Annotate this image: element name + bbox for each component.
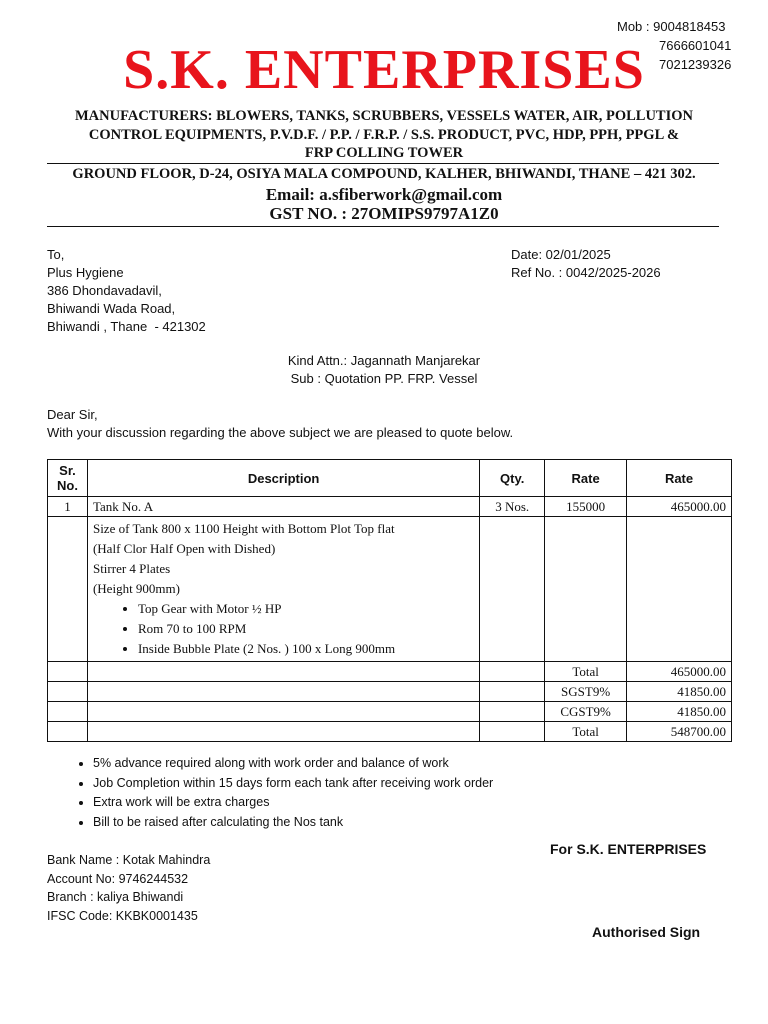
recipient-address-1: 386 Dhondavadavil, <box>47 283 162 298</box>
company-address: GROUND FLOOR, D-24, OSIYA MALA COMPOUND, KALHER, BHIWANDI, THANE – 421 302. <box>72 166 696 182</box>
mobile-tertiary: 7021239326 <box>659 57 732 72</box>
term-item: • 5% advance required along with work order and balance of work <box>93 754 493 774</box>
total-row <box>48 662 732 682</box>
mobile-primary: Mob : 9004818453 <box>617 19 726 34</box>
grand-total-value: 548700.00 <box>627 722 732 742</box>
item-details <box>87 517 479 662</box>
quote-ref: Ref No. : 0042/2025-2026 <box>511 265 661 280</box>
header-amount: Rate <box>627 460 732 497</box>
header-sr-no: Sr. No. <box>48 460 88 497</box>
term-item: • Bill to be raised after calculating the Nos tank <box>93 813 493 833</box>
recipient-name: Plus Hygiene <box>47 265 124 280</box>
table-row <box>48 497 732 517</box>
table-header-row <box>48 460 732 497</box>
bank-branch: Branch : kaliya Bhiwandi <box>47 890 184 904</box>
item-amount: 465000.00 <box>627 497 732 517</box>
quote-date: Date: 02/01/2025 <box>511 247 611 262</box>
manufacturers-line <box>40 107 728 163</box>
detail-bullet: • Rom 70 to 100 RPM <box>138 619 474 639</box>
cgst-label: CGST9% <box>545 702 627 722</box>
greeting-block <box>47 406 513 442</box>
total-value: 465000.00 <box>627 662 732 682</box>
header-description: Description <box>87 460 479 497</box>
meta-block <box>511 246 661 282</box>
company-name: S.K. ENTERPRISES <box>123 39 645 101</box>
bank-account: Account No: 9746244532 <box>47 871 189 886</box>
subject-line: Sub : Quotation PP. FRP. Vessel <box>290 371 478 386</box>
total-label: Total <box>545 662 627 682</box>
authorised-sign: Authorised Sign <box>592 924 701 940</box>
detail-line: (Height 900mm) <box>92 581 180 596</box>
cgst-value: 41850.00 <box>627 702 732 722</box>
company-gst: GST NO. : 27OMIPS9797A1Z0 <box>269 204 499 223</box>
detail-bullet: • Inside Bubble Plate (2 Nos. ) 100 x Long 900mm <box>138 639 474 659</box>
item-rate: 155000 <box>545 497 627 517</box>
details-empty-rate <box>545 517 627 662</box>
manufacturers-line-3: FRP COLLING TOWER <box>304 145 464 161</box>
kind-attention: Kind Attn.: Jagannath Manjarekar <box>287 353 481 368</box>
header-qty: Qty. <box>480 460 545 497</box>
for-company: For S.K. ENTERPRISES <box>550 841 707 857</box>
header-divider-bottom <box>47 226 719 227</box>
sgst-row <box>48 682 732 702</box>
company-email: Email: a.sfiberwork@gmail.com <box>265 185 503 204</box>
cgst-row <box>48 702 732 722</box>
sgst-value: 41850.00 <box>627 682 732 702</box>
to-label: To, <box>47 247 65 262</box>
details-empty-amount <box>627 517 732 662</box>
terms-list <box>70 754 493 832</box>
item-qty: 3 Nos. <box>480 497 545 517</box>
details-empty-qty <box>480 517 545 662</box>
table-row-details <box>48 517 732 662</box>
term-item: • Extra work will be extra charges <box>93 793 493 813</box>
sgst-label: SGST9% <box>545 682 627 702</box>
salutation: Dear Sir, <box>47 407 98 422</box>
bank-details <box>47 851 210 925</box>
detail-line: Stirrer 4 Plates <box>92 561 171 576</box>
details-empty-sr <box>48 517 88 662</box>
term-item: • Job Completion within 15 days form each tank after receiving work order <box>93 774 493 794</box>
bank-name: Bank Name : Kotak Mahindra <box>47 853 211 867</box>
bank-ifsc: IFSC Code: KKBK0001435 <box>47 908 198 923</box>
intro-text: With your discussion regarding the above subject we are pleased to quote below. <box>47 425 514 440</box>
mobile-numbers <box>617 17 731 74</box>
recipient-block <box>47 246 206 336</box>
grand-total-row <box>48 722 732 742</box>
header-divider-top <box>47 163 719 164</box>
item-description: Tank No. A <box>87 497 479 517</box>
quotation-table <box>47 459 732 742</box>
item-sr: 1 <box>48 497 88 517</box>
recipient-address-2: Bhiwandi Wada Road, <box>47 301 176 316</box>
detail-bullet: • Top Gear with Motor ½ HP <box>138 599 474 619</box>
attention-block <box>0 352 768 388</box>
detail-line: Size of Tank 800 x 1100 Height with Bottom Plot Top flat <box>92 521 395 536</box>
recipient-address-3: Bhiwandi , Thane - 421302 <box>47 319 206 334</box>
manufacturers-line-2: CONTROL EQUIPMENTS, P.V.D.F. / P.P. / F.R.P. / S.S. PRODUCT, PVC, HDP, PPH, PPGL & <box>88 126 680 143</box>
detail-bullet-list <box>93 599 474 659</box>
detail-line: (Half Clor Half Open with Dished) <box>92 541 276 556</box>
mobile-secondary: 7666601041 <box>659 38 732 53</box>
grand-total-label: Total <box>545 722 627 742</box>
manufacturers-line-1: MANUFACTURERS: BLOWERS, TANKS, SCRUBBERS, VESSELS WATER, AIR, POLLUTION <box>74 108 693 124</box>
header-rate: Rate <box>545 460 627 497</box>
